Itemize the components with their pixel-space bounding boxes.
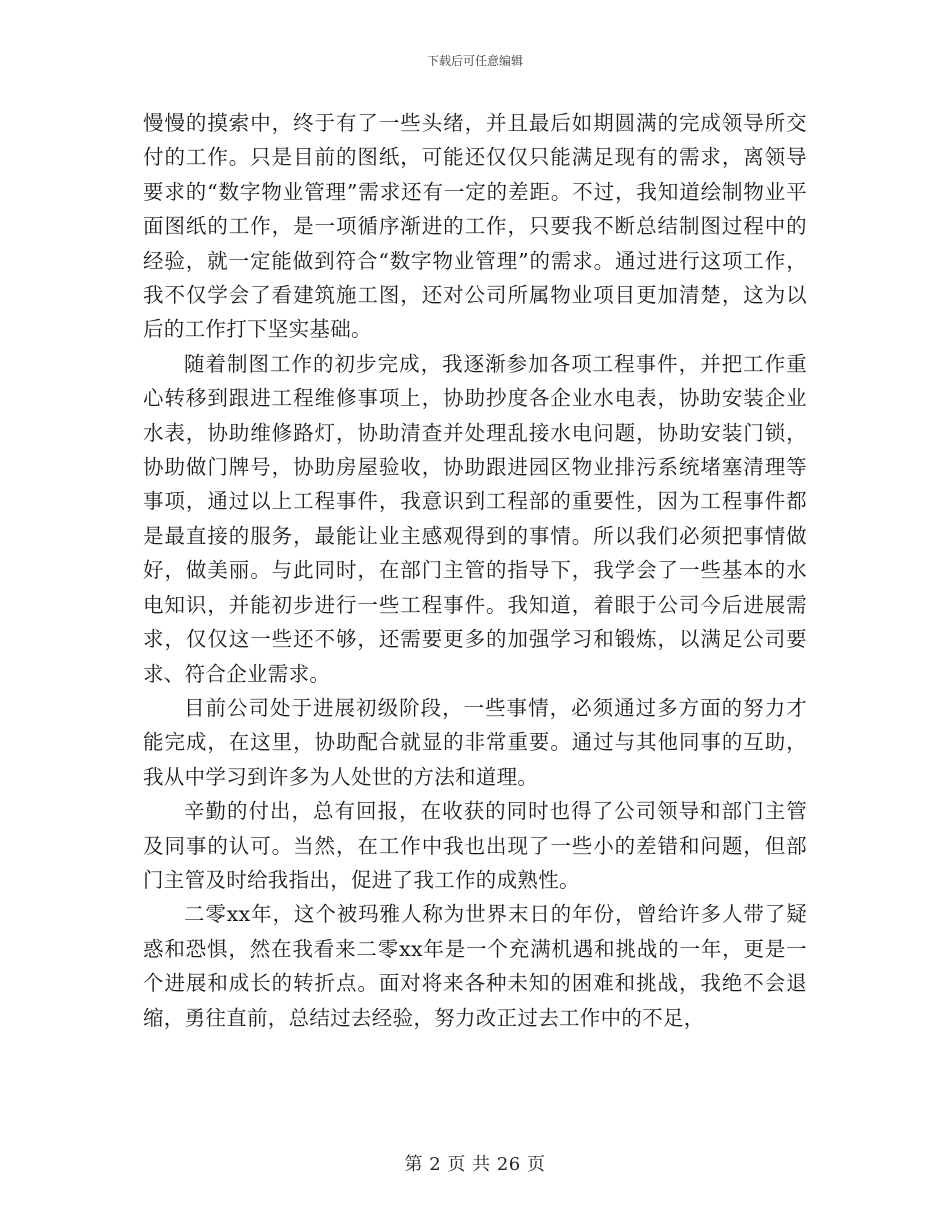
paragraph-1: 慢慢的摸索中，终于有了一些头绪，并且最后如期圆满的完成领导所交付的工作。只是目前的图纸，可能还仅仅只能满足现有的需求，离领导要求的“数字物业管理”需求还有一定的差距。不过，我知道绘制物业平面图纸的工作，是一项循序渐进的工作，只要我不断总结制图过程中的经验，就一定能做到符合“数字物业管理”的需求。通过进行这项工作，我不仅学会了看建筑施工图，还对公司所属物业项目更加清楚，这为以后的工作打下坚实基础。: [143, 111, 807, 342]
page-footer: [0, 1150, 950, 1176]
paragraph-4: 辛勤的付出，总有回报，在收获的同时也得了公司领导和部门主管及同事的认可。当然，在工作中我也出现了一些小的差错和问题，但部门主管及时给我指出，促进了我工作的成熟性。: [143, 799, 807, 892]
paragraph-2: 随着制图工作的初步完成，我逐渐参加各项工程事件，并把工作重心转移到跟进工程维修事项上，协助抄度各企业水电表，协助安装企业水表，协助维修路灯，协助清查并处理乱接水电问题，协助安装门锁，协助做门牌号，协助房屋验收，协助跟进园区物业排污系统堵塞清理等事项，通过以上工程事件，我意识到工程部的重要性，因为工程事件都是最直接的服务，最能让业主感观得到的事情。所以我们必须把事情做好，做美丽。与此同时，在部门主管的指导下，我学会了一些基本的水电知识，并能初步进行一些工程事件。我知道，着眼于公司今后进展需求，仅仅这一些还不够，还需要更多的加强学习和锻炼，以满足公司要求、符合企业需求。: [143, 351, 807, 686]
page-number: 第 2 页 共 26 页: [404, 1154, 546, 1175]
header-note: 下载后可任意编辑: [426, 54, 523, 68]
paragraph-3: 目前公司处于进展初级阶段，一些事情，必须通过多方面的努力才能完成，在这里，协助配合就显的非常重要。通过与其他同事的互助，我从中学习到许多为人处世的方法和道理。: [143, 695, 807, 789]
page-header: [0, 52, 950, 69]
paragraph-5: 二零xx年，这个被玛雅人称为世界末日的年份，曾给许多人带了疑惑和恐惧，然在我看来二零xx年是一个充满机遇和挑战的一年，更是一个进展和成长的转折点。面对将来各种未知的困难和挑战，我绝不会退缩，勇往直前，总结过去经验，努力改正过去工作中的不足，: [143, 902, 807, 1030]
document-body: [143, 106, 807, 1035]
